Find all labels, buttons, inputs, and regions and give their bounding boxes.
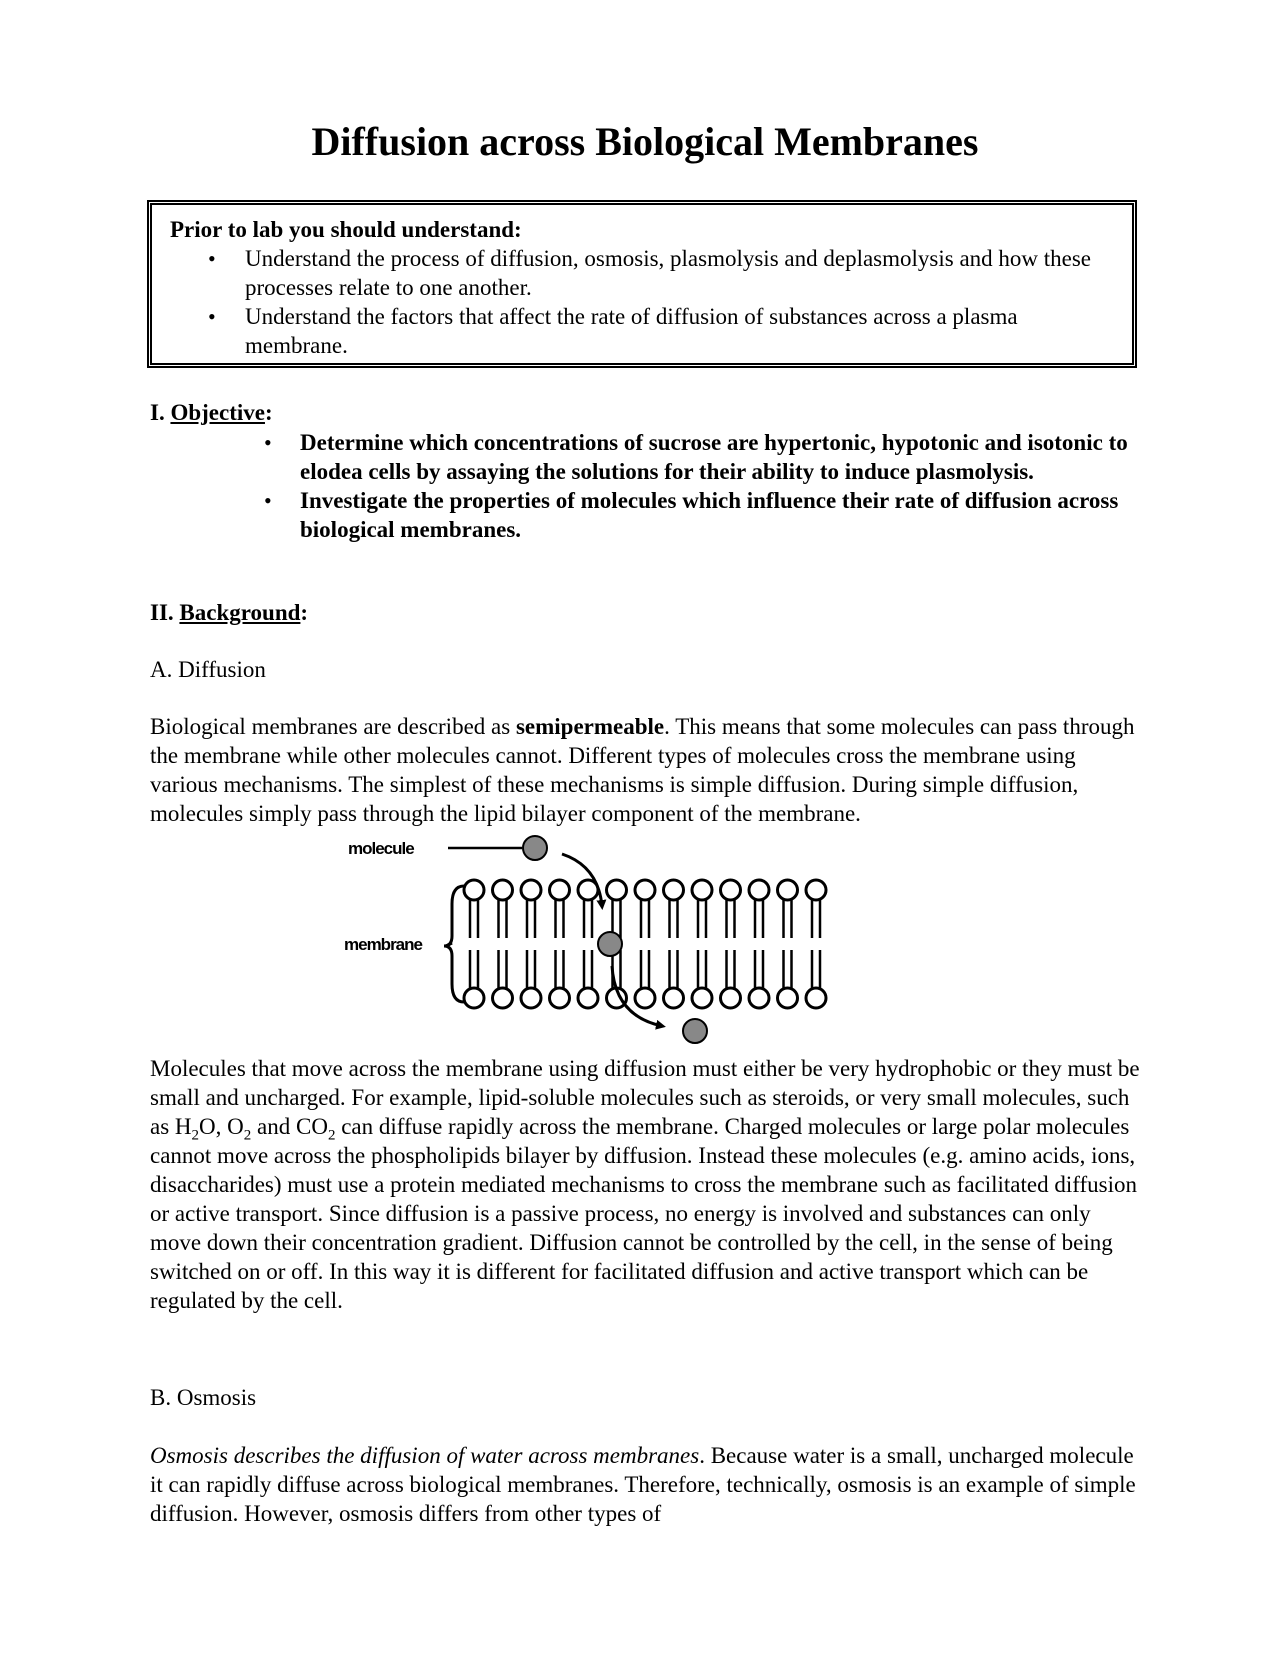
- membrane-diagram: [340, 826, 840, 1056]
- phospholipid: [778, 880, 798, 1008]
- membrane-brace: [444, 886, 464, 1002]
- background-heading: [150, 598, 1140, 627]
- diffusion-paragraph-1: [150, 712, 1140, 828]
- prior-list: [170, 244, 1116, 360]
- text-run: . Because water is a small, uncharged molecule it can rapidly diffuse across biological membranes. Therefore, technically, osmosis is an example of simple diffusion. However, osmosis differs from other types of: [150, 1443, 1136, 1526]
- phospholipid: [749, 880, 769, 1008]
- osmosis-paragraph: [150, 1441, 1140, 1528]
- phospholipid: [578, 880, 598, 1008]
- phospholipid: [550, 880, 570, 1008]
- objective-colon: :: [264, 400, 273, 425]
- subscript: 2: [243, 1127, 252, 1144]
- objective-item: • Investigate the properties of molecules which influence their rate of diffusion across biological membranes.: [150, 486, 1140, 544]
- background-colon: :: [300, 600, 309, 625]
- text-run: can diffuse rapidly across the membrane. Charged molecules or large polar molecules cannot move across the phospholipids bilayer by diffusion. Instead these molecules (e.g. amino acids, ions, disaccharides) must use a protein mediated mechanisms to cross the membrane such as facilitated diffusion or active transport. Since diffusion is a passive process, no energy is involved and substances can only move down their concentration gradient. Diffusion cannot be controlled by the cell, in the sense of being switched on or off. In this way it is different for facilitated diffusion and active transport which can be regulated by the cell.: [150, 1114, 1138, 1313]
- phospholipid: [806, 880, 826, 1008]
- molecule-crossing: [598, 932, 622, 956]
- background-label: II.: [150, 600, 174, 625]
- osmosis-definition: Osmosis describes the diffusion of water across membranes: [150, 1443, 700, 1468]
- text-run: Biological membranes are described as: [150, 714, 516, 739]
- phospholipid: [464, 880, 484, 1008]
- subscript: 2: [327, 1127, 336, 1144]
- membrane-label: membrane: [344, 935, 422, 954]
- molecule-top: [523, 836, 547, 860]
- diffusion-paragraph-2: [150, 1054, 1140, 1315]
- background-title: Background: [179, 600, 301, 625]
- prior-item: • Understand the factors that affect the rate of diffusion of substances across a plasma membrane.: [170, 302, 1116, 360]
- diffusion-heading: A. Diffusion: [150, 657, 266, 682]
- phospholipid: [635, 880, 655, 1008]
- objective-list: [150, 428, 1140, 544]
- osmosis-heading: B. Osmosis: [150, 1385, 257, 1410]
- term-semipermeable: semipermeable: [515, 714, 665, 739]
- lipid-bilayer: [464, 880, 826, 1008]
- phospholipid: [692, 880, 712, 1008]
- objective-heading: [150, 398, 1140, 427]
- objective-label: I.: [150, 400, 165, 425]
- phospholipid: [521, 880, 541, 1008]
- text-run: . This means that some molecules can pass through the membrane while other molecules cannot. Different types of molecules cross the membrane using various mechanisms. The simplest of these mechanisms is simple diffusion. During simple diffusion, molecules simply pass through the lipid bilayer component of the membrane.: [150, 714, 1135, 826]
- text-run: Molecules that move across the membrane using diffusion must either be very hydrophobic or they must be small and uncharged. For example, lipid-soluble molecules such as steroids, or very small molecules, such as H: [150, 1056, 1140, 1139]
- prior-item: • Understand the process of diffusion, osmosis, plasmolysis and deplasmolysis and how these processes relate to one another.: [170, 244, 1116, 302]
- prior-heading: Prior to lab you should understand:: [170, 217, 522, 242]
- phospholipid: [493, 880, 513, 1008]
- objective-title: Objective: [170, 400, 265, 425]
- objective-item: • Determine which concentrations of sucrose are hypertonic, hypotonic and isotonic to elodea cells by assaying the solutions for their ability to induce plasmolysis.: [150, 428, 1140, 486]
- molecule-label: molecule: [348, 839, 414, 858]
- molecule-bottom: [683, 1019, 707, 1043]
- phospholipid: [721, 880, 741, 1008]
- page-title: Diffusion across Biological Membranes: [311, 119, 979, 164]
- text-run: and CO: [251, 1114, 328, 1139]
- subscript: 2: [191, 1127, 200, 1144]
- prior-knowledge-box: [147, 200, 1137, 368]
- text-run: O, O: [199, 1114, 244, 1139]
- phospholipid: [664, 880, 684, 1008]
